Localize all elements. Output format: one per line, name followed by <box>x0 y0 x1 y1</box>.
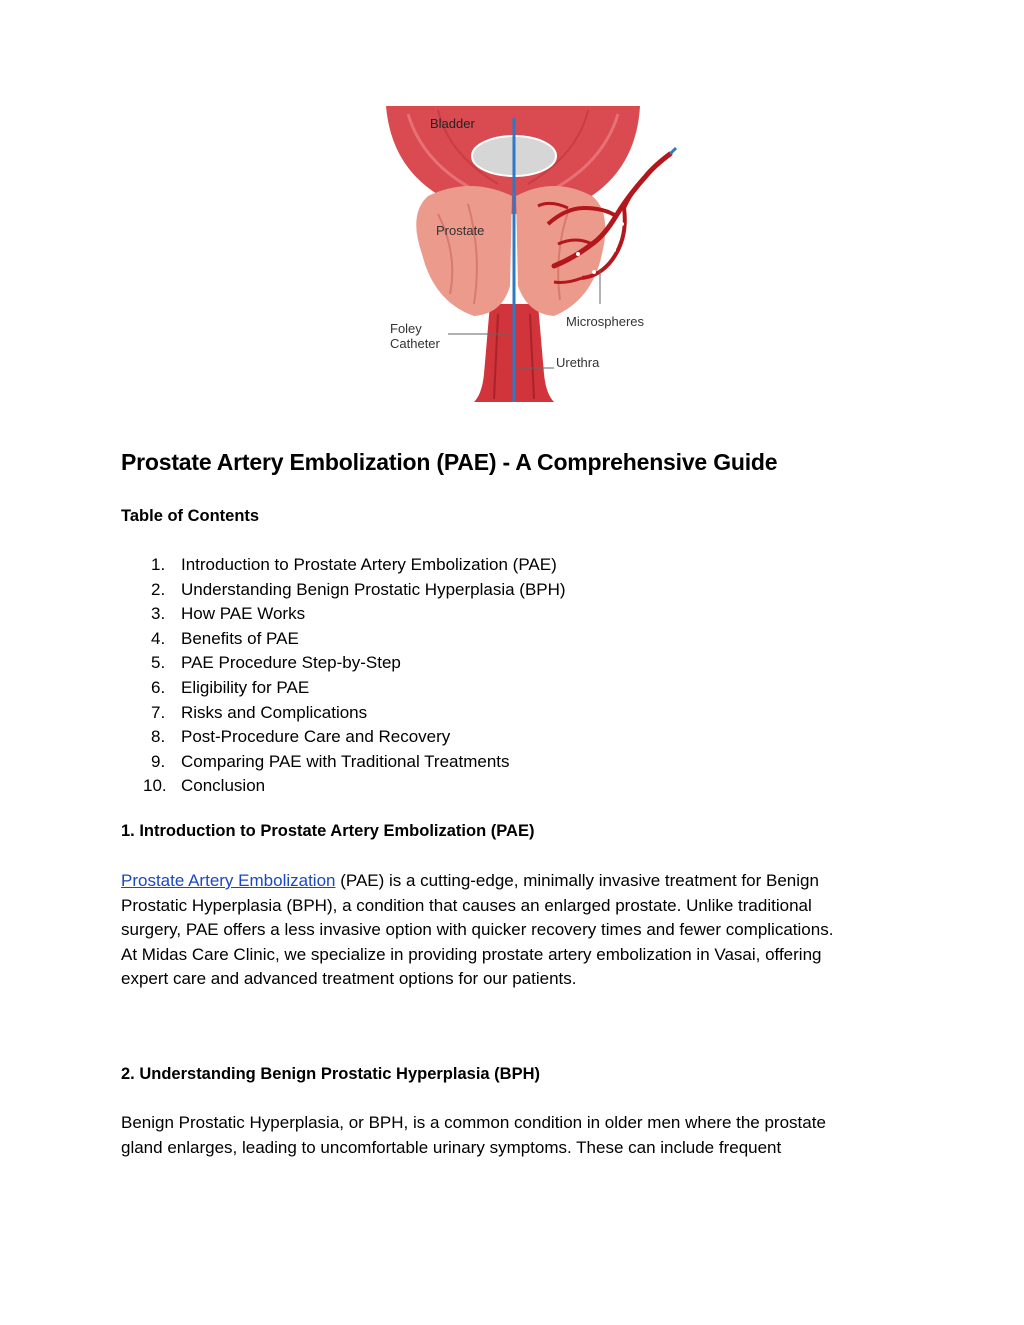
microsphere <box>592 270 596 274</box>
toc-item: 10. Conclusion <box>143 776 266 796</box>
section-1-paragraph: Prostate Artery Embolization (PAE) is a cutting-edge, minimally invasive treatment for Benign Prostatic Hyperplasia (BPH), a condition that causes an enlarged prostate. Unlike traditional surgery, PAE offers a less invasive option with quicker recovery times and fewer complications. At Midas Care Clinic, we specialize in providing prostate artery embolization in Vasai, offering expert care and advanced treatment options for our patients. <box>121 871 834 989</box>
toc-item: 5. PAE Procedure Step-by-Step <box>151 653 401 673</box>
section-1-heading: 1. Introduction to Prostate Artery Embolization (PAE) <box>121 822 535 840</box>
toc-item: 2. Understanding Benign Prostatic Hyperplasia (BPH) <box>151 579 566 599</box>
label-urethra: Urethra <box>556 355 600 370</box>
microsphere <box>576 252 580 256</box>
prostate-anatomy-illustration <box>378 104 678 404</box>
table-of-contents <box>121 553 566 799</box>
document-title: Prostate Artery Embolization (PAE) - A Comprehensive Guide <box>121 449 778 475</box>
toc-item: 9. Comparing PAE with Traditional Treatments <box>151 751 510 771</box>
label-microspheres: Microspheres <box>566 314 645 329</box>
microsphere <box>620 222 624 226</box>
label-prostate: Prostate <box>436 223 485 238</box>
section-2-heading: 2. Understanding Benign Prostatic Hyperplasia (BPH) <box>121 1065 540 1083</box>
label-catheter: Catheter <box>390 336 440 351</box>
label-foley: Foley <box>390 321 422 336</box>
toc-item: 8. Post-Procedure Care and Recovery <box>151 727 451 747</box>
prostate-left-lobe <box>416 186 512 316</box>
toc-item: 3. How PAE Works <box>151 604 306 624</box>
pae-link[interactable]: Prostate Artery Embolization <box>121 871 336 890</box>
toc-item: 4. Benefits of PAE <box>151 628 299 648</box>
label-bladder: Bladder <box>430 116 475 131</box>
toc-item: 6. Eligibility for PAE <box>151 677 310 697</box>
toc-heading: Table of Contents <box>121 507 260 525</box>
toc-item: 1. Introduction to Prostate Artery Embolization (PAE) <box>151 555 557 574</box>
section-2-paragraph: Benign Prostatic Hyperplasia, or BPH, is a common condition in older men where the prostate gland enlarges, leading to uncomfortable urinary symptoms. These can include frequent <box>121 1113 826 1157</box>
toc-item: 7. Risks and Complications <box>151 702 368 722</box>
anatomy-diagram <box>378 104 678 404</box>
microsphere <box>612 248 616 252</box>
